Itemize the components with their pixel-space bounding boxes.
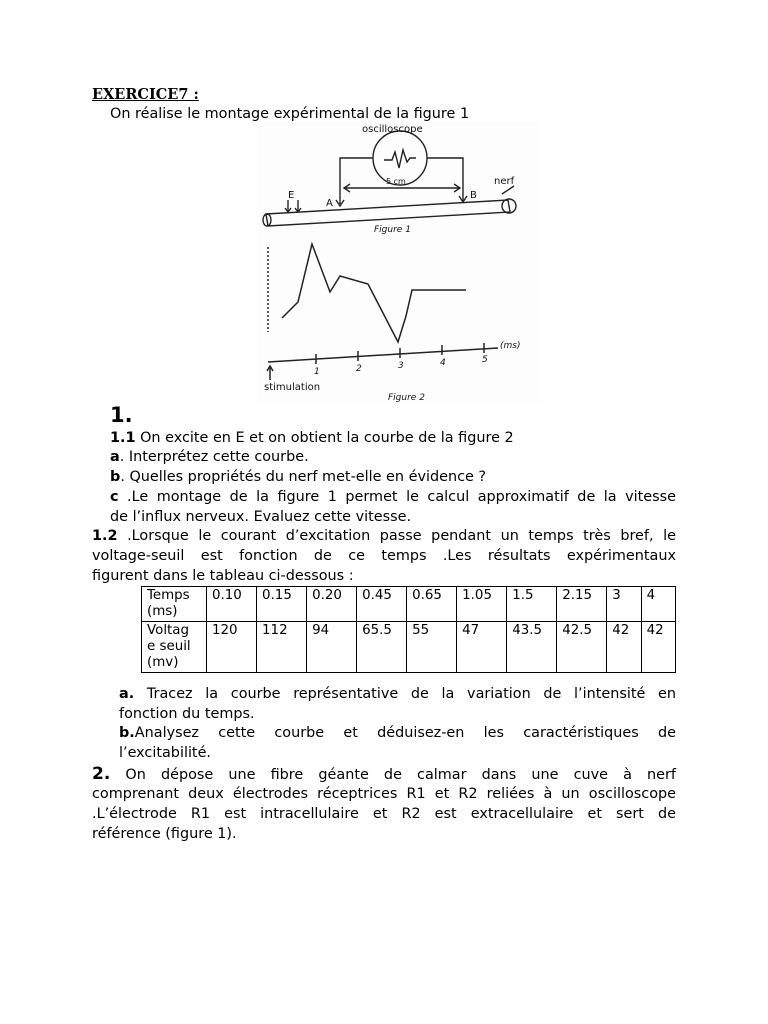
tick-3: 3 xyxy=(398,361,404,371)
oscilloscope-label: oscilloscope xyxy=(362,124,423,135)
section-2-line2: comprenant deux électrodes réceptrices R1 et R2 reliées à un oscilloscope xyxy=(92,786,676,802)
question-1-1 xyxy=(110,428,514,448)
question-1-2-number: 1.2 xyxy=(92,528,118,544)
table-row-voltage xyxy=(142,622,676,673)
exercise-intro: On réalise le montage expérimental de la figure 1 xyxy=(110,106,470,122)
question-1-2-a-letter: a. xyxy=(119,686,135,702)
table-cell: 0.15 xyxy=(257,587,307,622)
tick-5: 5 xyxy=(482,355,488,365)
section-2-number: 2. xyxy=(92,764,111,784)
question-1-2-a xyxy=(119,684,676,724)
question-c-letter: c xyxy=(110,489,119,505)
table-cell: 94 xyxy=(307,622,357,673)
electrode-a-label: A xyxy=(326,198,333,209)
tick-2: 2 xyxy=(356,364,362,374)
question-1-1-number: 1.1 xyxy=(110,430,136,446)
question-1-2-b xyxy=(119,723,676,763)
tick-4: 4 xyxy=(440,358,446,368)
table-cell: 42.5 xyxy=(557,622,607,673)
table-cell: 4 xyxy=(641,587,675,622)
table-cell: 55 xyxy=(407,622,457,673)
section-1-number: 1. xyxy=(110,403,133,427)
question-1-1-c xyxy=(110,487,676,527)
question-c-line1: .Le montage de la figure 1 permet le calcul approximatif de la vitesse xyxy=(118,489,676,505)
question-a-text: . Interprétez cette courbe. xyxy=(119,449,309,465)
question-1-2-b-line2: l’excitabilité. xyxy=(119,745,212,761)
table-header-temps: Temps (ms) xyxy=(142,587,207,622)
question-1-1-b xyxy=(110,467,486,487)
electrode-e-label: E xyxy=(288,190,295,201)
question-1-2-b-letter: b. xyxy=(119,725,135,741)
table-cell: 2.15 xyxy=(557,587,607,622)
question-1-1-text: On excite en E et on obtient la courbe de la figure 2 xyxy=(135,430,514,446)
nerf-label: nerf xyxy=(494,176,515,187)
figure2-caption: Figure 2 xyxy=(388,393,425,403)
electrode-b-label: B xyxy=(470,190,477,201)
table-cell: 47 xyxy=(457,622,507,673)
section-2-line1: On dépose une fibre géante de calmar dans une cuve à nerf xyxy=(110,767,676,783)
table-cell: 42 xyxy=(607,622,641,673)
table-cell: 65.5 xyxy=(357,622,407,673)
section-2-line3: .L’électrode R1 est intracellulaire et R2 est extracellulaire et sert de xyxy=(92,806,676,822)
question-1-2-a-line1: Tracez la courbe représentative de la variation de l’intensité en xyxy=(134,686,676,702)
distance-label: 5 cm xyxy=(386,177,406,186)
question-b-letter: b xyxy=(110,469,121,485)
exercise-title: EXERCICE7 : xyxy=(92,86,199,103)
table-header-voltage: Voltag e seuil (mv) xyxy=(142,622,207,673)
question-1-2-b-line1: Analysez cette courbe et déduisez-en les caractéristiques de xyxy=(134,725,676,741)
question-1-2-line1: .Lorsque le courant d’excitation passe pendant un temps très bref, le xyxy=(117,528,676,544)
question-a-letter: a xyxy=(110,449,120,465)
table-cell: 120 xyxy=(207,622,257,673)
table-cell: 112 xyxy=(257,622,307,673)
axis-unit: (ms) xyxy=(500,341,521,351)
table-cell: 43.5 xyxy=(507,622,557,673)
question-b-text: . Quelles propriétés du nerf met-elle en évidence ? xyxy=(120,469,487,485)
table-cell: 3 xyxy=(607,587,641,622)
question-1-1-a xyxy=(110,447,309,467)
question-1-2-a-line2: fonction du temps. xyxy=(119,706,255,722)
table-cell: 42 xyxy=(641,622,675,673)
question-1-2-line3: figurent dans le tableau ci-dessous : xyxy=(92,568,354,584)
experiment-figure xyxy=(258,122,540,404)
section-2-line4: référence (figure 1). xyxy=(92,826,237,842)
results-table xyxy=(141,586,676,673)
section-2 xyxy=(92,764,676,844)
table-cell: 0.20 xyxy=(307,587,357,622)
table-cell: 0.65 xyxy=(407,587,457,622)
stimulation-label: stimulation xyxy=(264,382,321,393)
question-1-2-line2: voltage-seuil est fonction de ce temps .Les résultats expérimentaux xyxy=(92,548,676,564)
table-cell: 1.05 xyxy=(457,587,507,622)
table-cell: 0.45 xyxy=(357,587,407,622)
table-cell: 0.10 xyxy=(207,587,257,622)
figure1-caption: Figure 1 xyxy=(374,225,411,235)
table-row-temps xyxy=(142,587,676,622)
question-c-line2: de l’influx nerveux. Evaluez cette vitesse. xyxy=(110,509,412,525)
table-cell: 1.5 xyxy=(507,587,557,622)
question-1-2 xyxy=(92,526,676,586)
tick-1: 1 xyxy=(314,367,320,377)
